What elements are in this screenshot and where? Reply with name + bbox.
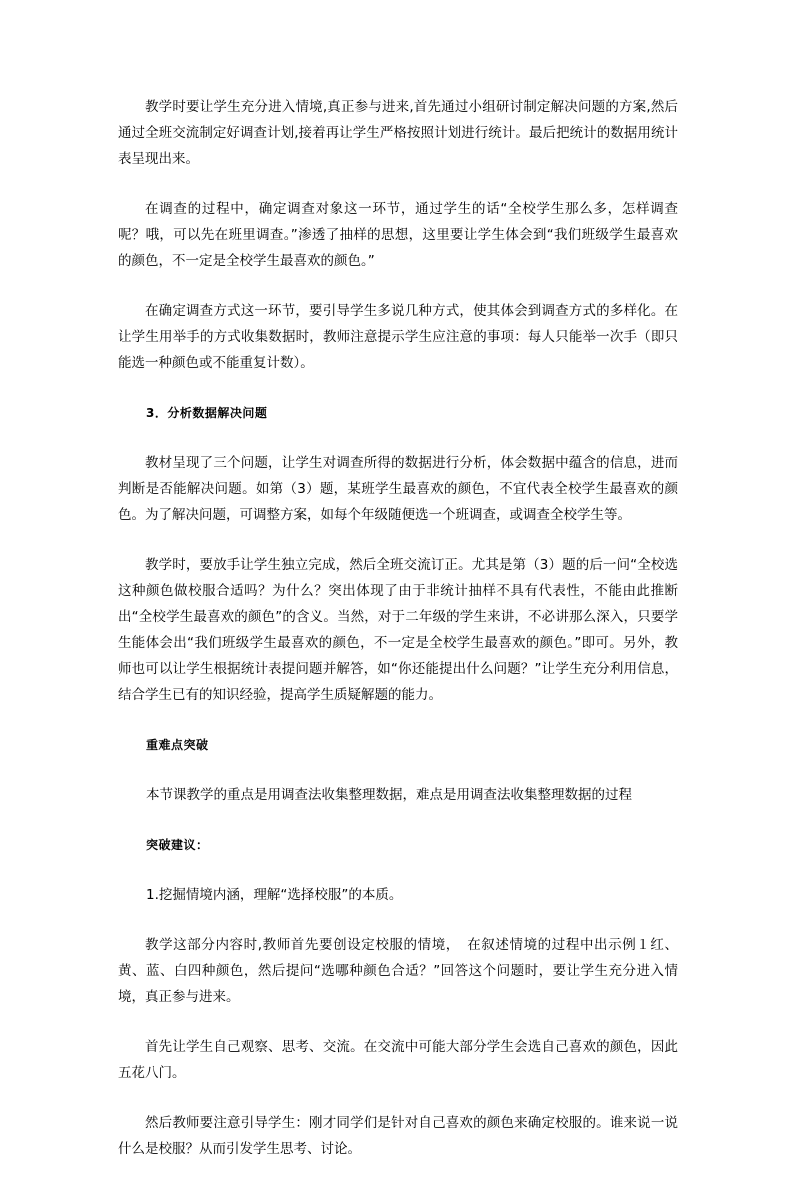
- paragraph: 教学时，要放手让学生独立完成，然后全班交流订正。尤其是第（3）题的后一问“全校选这种颜色做校服合适吗？为什么？突出体现了由于非统计抽样不具有代表性，不能由此推断出“全校学生最喜欢的颜色”的含义。当然，对于二年级的学生来讲，不必讲那么深入，只要学生能体会出“我们班级学生最喜欢的颜色，不一定是全校学生最喜欢的颜色。”即可。另外，教师也可以让学生根据统计表提问题并解答，如“你还能提出什么问题？”让学生充分利用信息，结合学生已有的知识经验，提高学生质疑解题的能力。: [118, 557, 678, 703]
- suggestion-item: 1.挖掘情境内涵，理解“选择校服”的本质。: [146, 887, 403, 903]
- paragraph: 在确定调查方式这一环节，要引导学生多说几种方式，使其体会到调查方式的多样化。在让学生用举手的方式收集数据时，教师注意提示学生应注意的事项：每人只能举一次手（即只能选一种颜色或不能重复计数）。: [118, 303, 678, 371]
- paragraph: 教学这部分内容时,教师首先要创设定校服的情境， 在叙述情境的过程中出示例１红、黄、蓝、白四种颜色，然后提问“选哪种颜色合适？”回答这个问题时，要让学生充分进入情境，真正参与进来。: [118, 937, 678, 1005]
- section-heading-suggestions: 突破建议：: [146, 838, 209, 852]
- paragraph: 教材呈现了三个问题，让学生对调查所得的数据进行分析，体会数据中蕴含的信息，进而判断是否能解决问题。如第（3）题，某班学生最喜欢的颜色，不宜代表全校学生最喜欢的颜色。为了解决问题，可调整方案，如每个年级随便选一个班调查，或调查全校学生等。: [118, 455, 678, 523]
- paragraph: 教学时要让学生充分进入情境,真正参与进来,首先通过小组研讨制定解决问题的方案,然后通过全班交流制定好调查计划,接着再让学生严格按照计划进行统计。最后把统计的数据用统计表呈现出来。: [118, 99, 678, 167]
- paragraph: 然后教师要注意引导学生：刚才同学们是针对自己喜欢的颜色来确定校服的。谁来说一说什么是校服？从而引发学生思考、讨论。: [118, 1115, 678, 1157]
- key-points-text: 本节课教学的重点是用调查法收集整理数据，难点是用调查法收集整理数据的过程: [146, 787, 632, 803]
- section-heading-key-points: 重难点突破: [146, 738, 209, 752]
- document-body: [118, 94, 678, 1186]
- paragraph: 在调查的过程中，确定调查对象这一环节，通过学生的话“全校学生那么多，怎样调查呢？哦，可以先在班里调查。”渗透了抽样的思想，这里要让学生体会到“我们班级学生最喜欢的颜色，不一定是全校学生最喜欢的颜色。”: [118, 201, 678, 269]
- section-heading-analyze-data: 3．分析数据解决问题: [146, 406, 268, 420]
- paragraph: 首先让学生自己观察、思考、交流。在交流中可能大部分学生会选自己喜欢的颜色，因此五花八门。: [118, 1039, 678, 1081]
